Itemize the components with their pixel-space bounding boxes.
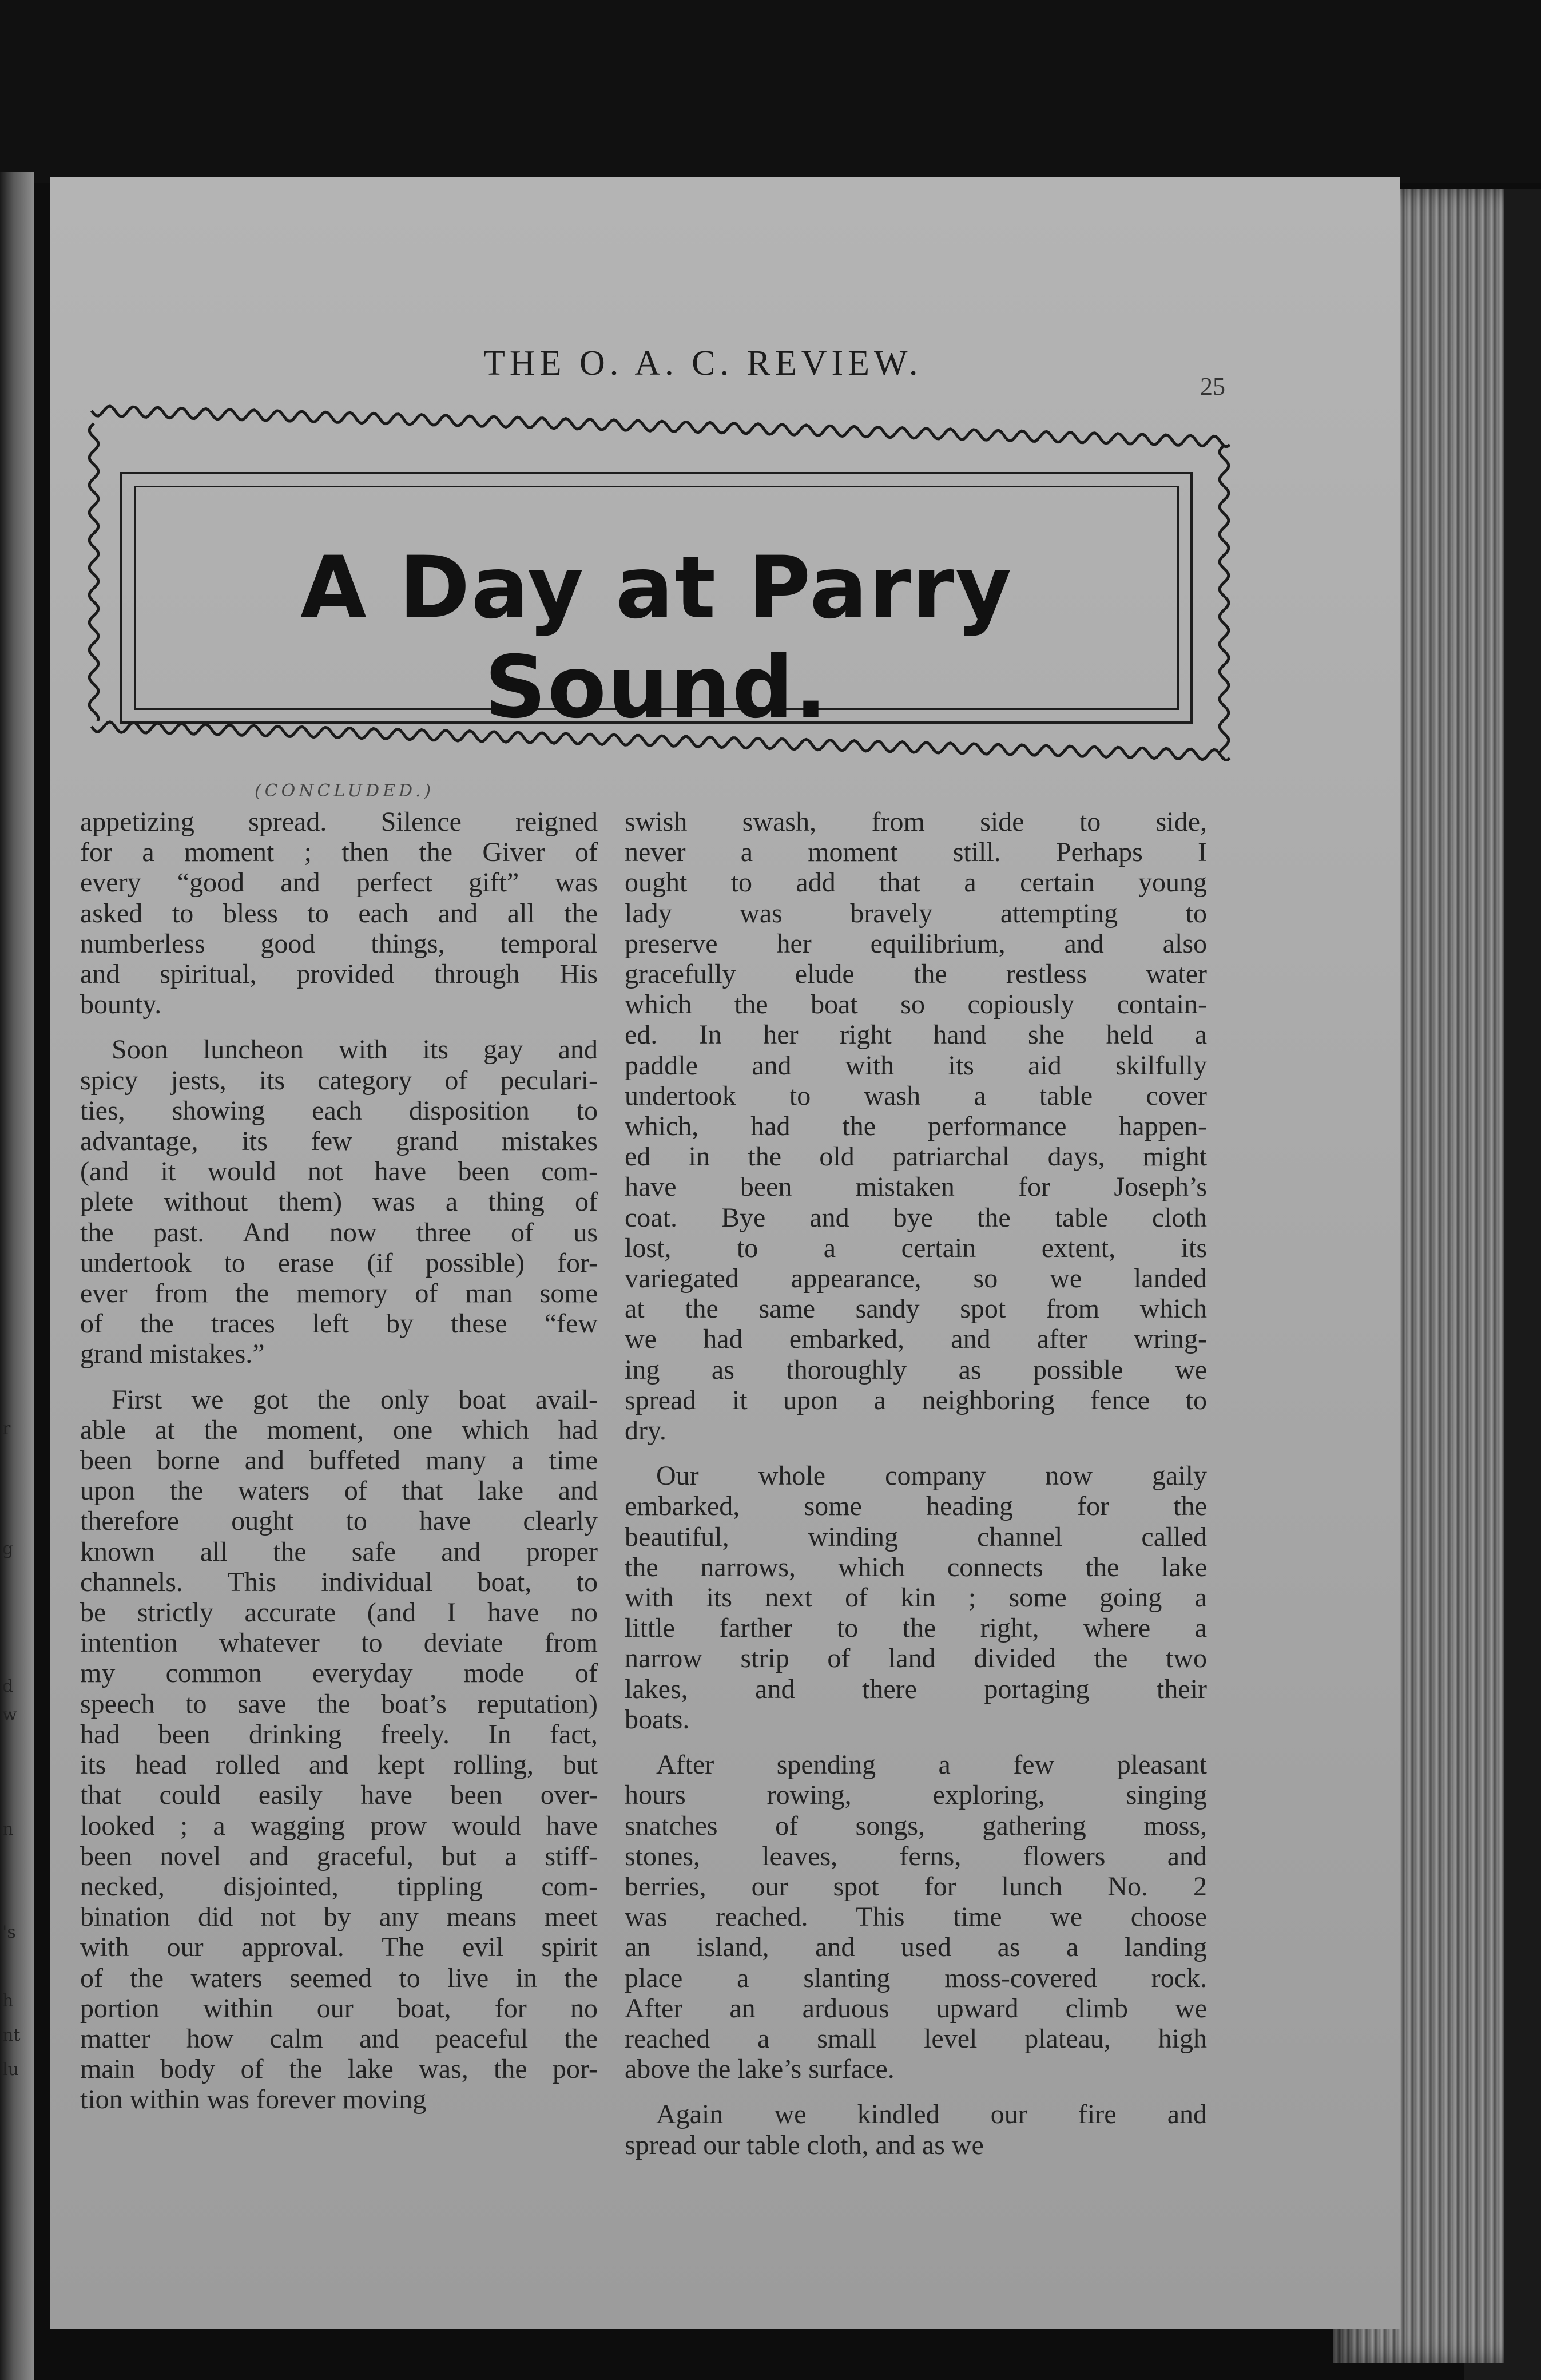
right-column-paragraph xyxy=(625,1750,1207,2084)
text-line: every “good and perfect gift” was xyxy=(80,867,598,898)
facing-page-fragment: nt xyxy=(2,2025,21,2045)
wavy-rule xyxy=(1220,445,1229,752)
wavy-rule xyxy=(92,406,1230,447)
text-line: lakes, and there portaging their xyxy=(625,1673,1207,1704)
text-line: swish swash, from side to side, xyxy=(625,807,1207,837)
text-line: had been drinking freely. In fact, xyxy=(80,1719,598,1750)
facing-page-fragment: d xyxy=(2,1676,14,1696)
text-line: the past. And now three of us xyxy=(80,1217,598,1248)
text-line: the narrows, which connects the lake xyxy=(625,1552,1207,1582)
text-line: that could easily have been over- xyxy=(80,1780,598,1811)
facing-page-fragment: h xyxy=(2,1991,14,2011)
text-line: necked, disjointed, tippling com- xyxy=(80,1871,598,1902)
text-line: gracefully elude the restless water xyxy=(625,959,1207,990)
facing-page-fragment: g xyxy=(2,1539,14,1559)
text-line: an island, and used as a landing xyxy=(625,1932,1207,1963)
text-line: my common everyday mode of xyxy=(80,1658,598,1689)
text-line: therefore ought to have clearly xyxy=(80,1506,598,1537)
text-line: portion within our boat, for no xyxy=(80,1993,598,2024)
left-column xyxy=(80,807,598,2115)
text-line: spread our table cloth, and as we xyxy=(625,2129,984,2160)
facing-page-fragment: 's xyxy=(2,1922,16,1942)
text-line: Again we kindled our fire and xyxy=(656,2099,1207,2130)
text-line: of the waters seemed to live in the xyxy=(80,1962,598,1993)
text-line: stones, leaves, ferns, flowers and xyxy=(625,1840,1207,1871)
scan-top-band xyxy=(0,0,1541,183)
right-column-paragraph xyxy=(625,2099,1207,2160)
text-line: ed in the old patriarchal days, might xyxy=(625,1141,1207,1172)
text-line: spicy jests, its category of peculari- xyxy=(80,1065,598,1096)
text-line: with its next of kin ; some going a xyxy=(625,1582,1207,1613)
text-line: paddle and with its aid skilfully xyxy=(625,1050,1207,1081)
running-title: THE O. A. C. REVIEW. xyxy=(483,344,923,383)
text-line: been borne and buffeted many a time xyxy=(80,1445,598,1476)
text-line: Our whole company now gaily xyxy=(656,1461,1207,1492)
text-line: After spending a few pleasant xyxy=(656,1750,1207,1780)
text-line: hours rowing, exploring, singing xyxy=(625,1780,1207,1811)
text-line: lady was bravely attempting to xyxy=(625,898,1207,929)
text-line: main body of the lake was, the por- xyxy=(80,2054,598,2085)
text-line: variegated appearance, so we landed xyxy=(625,1263,1207,1294)
text-line: have been mistaken for Joseph’s xyxy=(625,1172,1207,1203)
text-line: undertook to wash a table cover xyxy=(625,1080,1207,1111)
text-line: reached a small level plateau, high xyxy=(625,2023,1207,2054)
right-column xyxy=(625,807,1207,2160)
text-line: upon the waters of that lake and xyxy=(80,1475,598,1506)
text-line: be strictly accurate (and I have no xyxy=(80,1597,598,1628)
text-line: narrow strip of land divided the two xyxy=(625,1643,1207,1674)
text-line: ever from the memory of man some xyxy=(80,1278,598,1309)
text-line: boats. xyxy=(625,1704,690,1735)
title-box xyxy=(120,472,1193,737)
text-line: and spiritual, provided through His xyxy=(80,959,598,990)
text-line: embarked, some heading for the xyxy=(625,1491,1207,1522)
text-line: spread it upon a neighboring fence to xyxy=(625,1385,1207,1415)
text-line: its head rolled and kept rolling, but xyxy=(80,1750,598,1780)
text-line: able at the moment, one which had xyxy=(80,1414,598,1445)
text-line: for a moment ; then the Giver of xyxy=(80,837,598,868)
article-title: A Day at Parry Sound. xyxy=(300,538,1013,737)
left-column-paragraph xyxy=(80,807,598,1020)
left-column-paragraph xyxy=(80,1034,598,1369)
text-line: we had embarked, and after wring- xyxy=(625,1324,1207,1355)
text-line: dry. xyxy=(625,1415,666,1446)
text-line: berries, our spot for lunch No. 2 xyxy=(625,1871,1207,1902)
text-line: at the same sandy spot from which xyxy=(625,1294,1207,1324)
text-line: undertook to erase (if possible) for- xyxy=(80,1247,598,1278)
text-line: known all the safe and proper xyxy=(80,1536,598,1567)
facing-page-edge xyxy=(0,172,34,2380)
text-line: bination did not by any means meet xyxy=(80,1902,598,1933)
text-line: beautiful, winding channel called xyxy=(625,1521,1207,1552)
text-line: been novel and graceful, but a stiff- xyxy=(80,1840,598,1871)
text-line: asked to bless to each and all the xyxy=(80,898,598,929)
text-line: snatches of songs, gathering moss, xyxy=(625,1810,1207,1841)
text-line: tion within was forever moving xyxy=(80,2084,427,2115)
wavy-rule xyxy=(89,423,98,721)
text-line: advantage, its few grand mistakes xyxy=(80,1126,598,1157)
text-line: preserve her equilibrium, and also xyxy=(625,928,1207,959)
text-line: was reached. This time we choose xyxy=(625,1902,1207,1933)
left-column-paragraph xyxy=(80,1385,598,2115)
text-line: of the traces left by these “few xyxy=(80,1308,598,1339)
text-line: place a slanting moss-covered rock. xyxy=(625,1962,1207,1993)
text-line: ing as thoroughly as possible we xyxy=(625,1354,1207,1385)
text-line: ed. In her right hand she held a xyxy=(625,1020,1207,1050)
text-line: with our approval. The evil spirit xyxy=(80,1932,598,1963)
text-line: coat. Bye and bye the table cloth xyxy=(625,1202,1207,1233)
text-line: little farther to the right, where a xyxy=(625,1613,1207,1644)
facing-page-fragment: w xyxy=(2,1705,17,1725)
subhead-concluded: (CONCLUDED.) xyxy=(255,781,435,801)
text-line: plete without them) was a thing of xyxy=(80,1187,598,1217)
text-line: channels. This individual boat, to xyxy=(80,1566,598,1597)
text-line: First we got the only boat avail- xyxy=(112,1384,598,1415)
text-line: grand mistakes.” xyxy=(80,1339,265,1370)
facing-page-fragment: r xyxy=(2,1419,11,1439)
text-line: intention whatever to deviate from xyxy=(80,1628,598,1659)
text-line: which the boat so copiously contain- xyxy=(625,989,1207,1020)
text-line: appetizing spread. Silence reigned xyxy=(80,807,598,837)
text-line: (and it would not have been com- xyxy=(80,1156,598,1187)
text-line: numberless good things, temporal xyxy=(80,928,598,959)
page-number: 25 xyxy=(1200,372,1225,400)
text-line: Soon luncheon with its gay and xyxy=(112,1034,598,1065)
right-column-paragraph xyxy=(625,807,1207,1446)
text-line: ties, showing each disposition to xyxy=(80,1095,598,1126)
text-line: bounty. xyxy=(80,989,162,1020)
facing-page-fragment: lu xyxy=(2,2060,19,2080)
right-column-paragraph xyxy=(625,1461,1207,1735)
text-line: matter how calm and peaceful the xyxy=(80,2023,598,2054)
text-line: speech to save the boat’s reputation) xyxy=(80,1688,598,1719)
facing-page-fragment: n xyxy=(2,1819,14,1839)
text-line: After an arduous upward climb we xyxy=(625,1993,1207,2024)
text-line: which, had the performance happen- xyxy=(625,1111,1207,1142)
text-line: ought to add that a certain young xyxy=(625,867,1207,898)
text-line: lost, to a certain extent, its xyxy=(625,1232,1207,1263)
text-line: above the lake’s surface. xyxy=(625,2054,895,2085)
text-line: looked ; a wagging prow would have xyxy=(80,1810,598,1841)
text-line: never a moment still. Perhaps I xyxy=(625,837,1207,868)
